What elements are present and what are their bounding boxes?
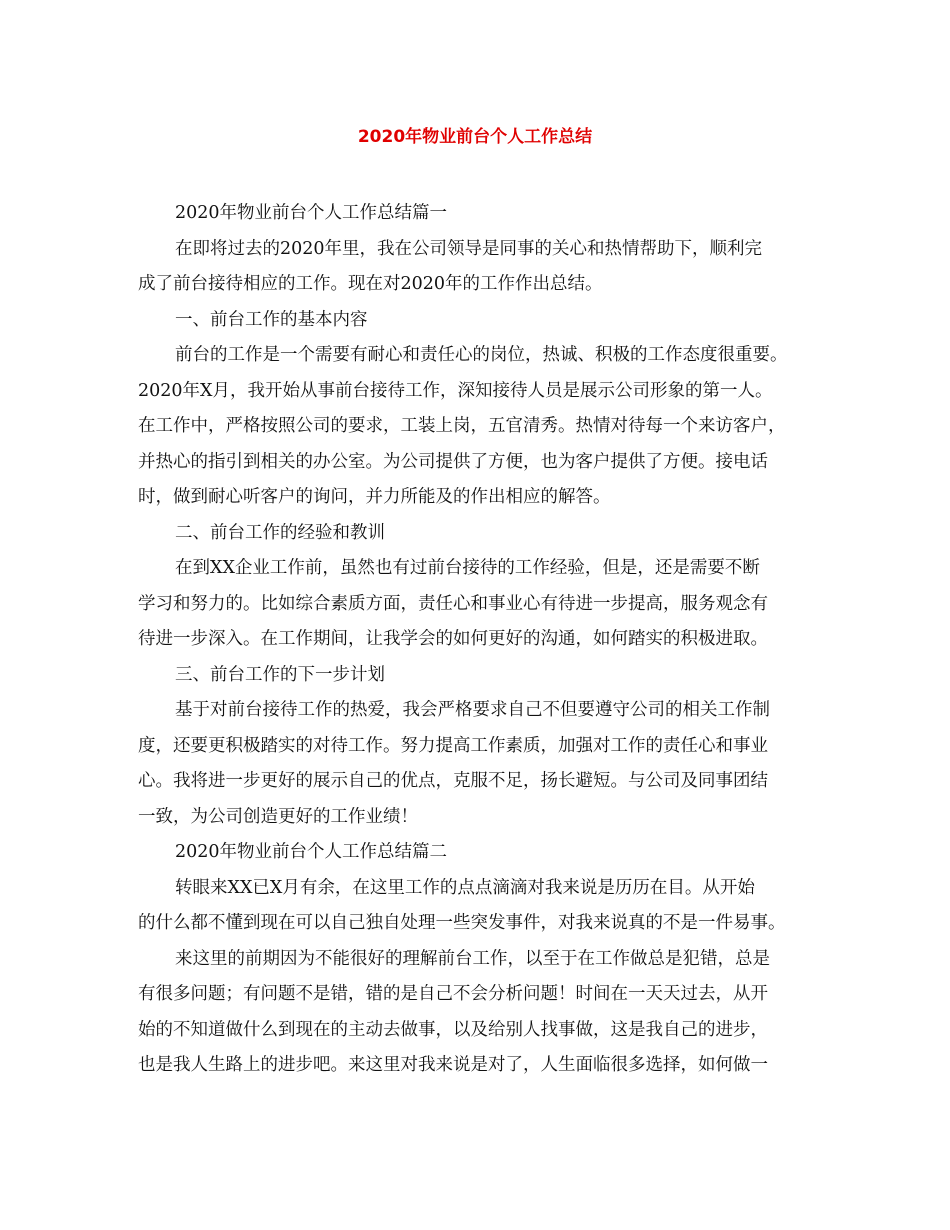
text-line: 基于对前台接待工作的热爱，我会严格要求自己不但要遵守公司的相关工作制	[175, 700, 770, 720]
text-line: 一、前台工作的基本内容	[175, 309, 368, 330]
text-line: 心。我将进一步更好的展示自己的优点，克服不足，扬长避短。与公司及同事团结	[138, 771, 768, 791]
text-line: 2020年物业前台个人工作总结篇二	[175, 842, 448, 862]
text-line: 学习和努力的。比如综合素质方面，责任心和事业心有待进一步提高，服务观念有	[138, 593, 768, 614]
text-line: 2020年X月，我开始从事前台接待工作，深知接待人员是展示公司形象的第一人。	[138, 380, 773, 401]
text-line: 时，做到耐心听客户的询问，并力所能及的作出相应的解答。	[138, 487, 611, 507]
text-line: 的什么都不懂到现在可以自己独自处理一些突发事件，对我来说真的不是一件易事。	[138, 913, 786, 933]
text-line: 在到XX企业工作前，虽然也有过前台接待的工作经验，但是，还是需要不断	[175, 558, 760, 578]
text-line: 有很多问题；有问题不是错，错的是自己不会分析问题！时间在一天天过去，从开	[138, 984, 768, 1004]
text-line: 待进一步深入。在工作期间，让我学会的如何更好的沟通，如何踏实的积极进取。	[138, 629, 768, 649]
text-line: 2020年物业前台个人工作总结篇一	[175, 203, 448, 223]
text-line: 成了前台接待相应的工作。现在对2020年的工作作出总结。	[138, 274, 603, 294]
text-line: 三、前台工作的下一步计划	[175, 664, 385, 685]
text-line: 在工作中，严格按照公司的要求，工装上岗，五官清秀。热情对待每一个来访客户，	[138, 416, 786, 436]
text-line: 并热心的指引到相关的办公室。为公司提供了方便，也为客户提供了方便。接电话	[138, 451, 768, 472]
text-line: 一致，为公司创造更好的工作业绩！	[138, 806, 418, 827]
document-title: 2020年物业前台个人工作总结	[357, 127, 593, 147]
text-line: 始的不知道做什么到现在的主动去做事，以及给别人找事做，这是我自己的进步，	[138, 1019, 768, 1040]
text-line: 也是我人生路上的进步吧。来这里对我来说是对了，人生面临很多选择，如何做一	[138, 1055, 768, 1075]
text-line: 来这里的前期因为不能很好的理解前台工作，以至于在工作做总是犯错，总是	[175, 948, 770, 969]
text-line: 二、前台工作的经验和教训	[175, 522, 385, 543]
document-body	[138, 196, 828, 1084]
text-line: 转眼来XX已X月有余，在这里工作的点点滴滴对我来说是历历在目。从开始	[175, 877, 755, 898]
text-line: 前台的工作是一个需要有耐心和责任心的岗位，热诚、积极的工作态度很重要。	[175, 345, 788, 365]
text-line: 在即将过去的2020年里，我在公司领导是同事的关心和热情帮助下，顺利完	[175, 238, 763, 259]
text-line: 度，还要更积极踏实的对待工作。努力提高工作素质，加强对工作的责任心和事业	[138, 735, 768, 756]
